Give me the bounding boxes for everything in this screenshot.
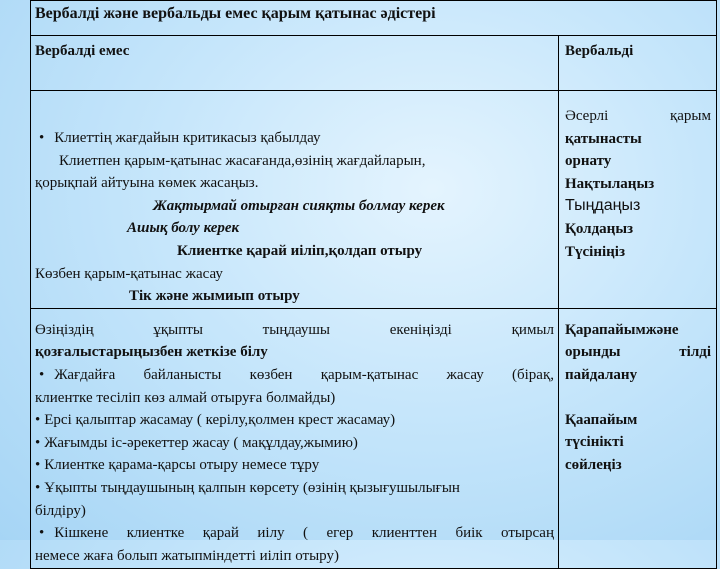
emphasis-line: Жақтырмай отырған сияқты болмау керек [153,197,445,214]
list-item: • Клиентке қарама-қарсы отыру немесе тұру [35,454,554,477]
spacer [565,387,712,409]
document-sheet [30,0,718,564]
list-item: • Кішкене клиентке қарай иілу ( егер клиенттен биік отырсаң [35,522,554,545]
paragraph-line: Өзіңіздің ұқыпты тыңдаушы екеніңізді қимыл [35,321,554,338]
list-item-continuation: білдіру) [35,502,86,519]
paragraph-line: қорықпай айтуына көмек жасаңыз. [35,175,259,192]
paragraph-line: Көзбен қарым-қатынас жасау [35,265,223,282]
title-row [31,1,717,36]
verbal-line: қатынасты [565,130,642,147]
verbal-line: Қарапайымжәне [565,321,679,338]
verbal-line: Әсерлі қарым [565,108,711,124]
table-title: Вербалді және вербальды емес қарым қатынас әдістері [31,1,717,36]
verbal-line: Қолдаңыз [565,220,634,237]
row1-left-cell [31,91,559,309]
paragraph-line: Клиетпен қарым-қатынас жасағанда,өзінің жағдайларын, [59,152,426,169]
paragraph-line: қозғалыстарыңызбен жеткізе білу [35,344,268,361]
list-item: • Жағдайға байланысты көзбен қарым-қатынас жасау (бірақ, [35,364,554,387]
list-item-continuation: клиентке тесіліп көз алмай отыруға болмайды) [35,389,336,406]
emphasis-line: Клиентке қарай иіліп,қолдап отыру [177,242,423,259]
header-nonverbal: Вербалді емес [31,36,559,91]
list-item: • Жағымды іс-әрекеттер жасау ( мақұлдау,жымию) [35,432,554,455]
emphasis-line: Ашық болу керек [127,220,240,237]
row2-right-cell [559,308,717,568]
header-row [31,36,717,91]
list-item: • Ерсі қалыптар жасамау ( керілу,қолмен крест жасамау) [35,409,554,432]
list-item-continuation: немесе жаға болып жатыпміндетті иіліп отыру) [35,547,339,564]
table-row [31,308,717,568]
verbal-line: пайдалану [565,366,638,383]
verbal-line: Нақтылаңыз [565,175,655,192]
emphasis-line: Тік және жымиып отыру [129,288,300,305]
table-row [31,91,717,309]
list-item: • Ұқыпты тыңдаушының қалпын көрсету (өзінің қызығушылығын [35,477,554,500]
verbal-line: сөйлеңіз [565,456,622,473]
verbal-line: Түсініңіз [565,243,625,260]
row2-left-cell [31,308,559,568]
header-verbal: Вербальді [559,36,717,91]
verbal-line: Қаапайым [565,411,638,428]
verbal-line: түсінікті [565,434,624,451]
verbal-line: Тыңдаңыз [565,197,641,215]
verbal-line: орынды тілді [565,344,711,361]
methods-table [30,0,717,569]
list-item: • Клиеттің жағдайын критикасыз қабылдау [35,127,554,150]
row1-right-cell [559,91,717,309]
verbal-line: орнату [565,153,612,170]
